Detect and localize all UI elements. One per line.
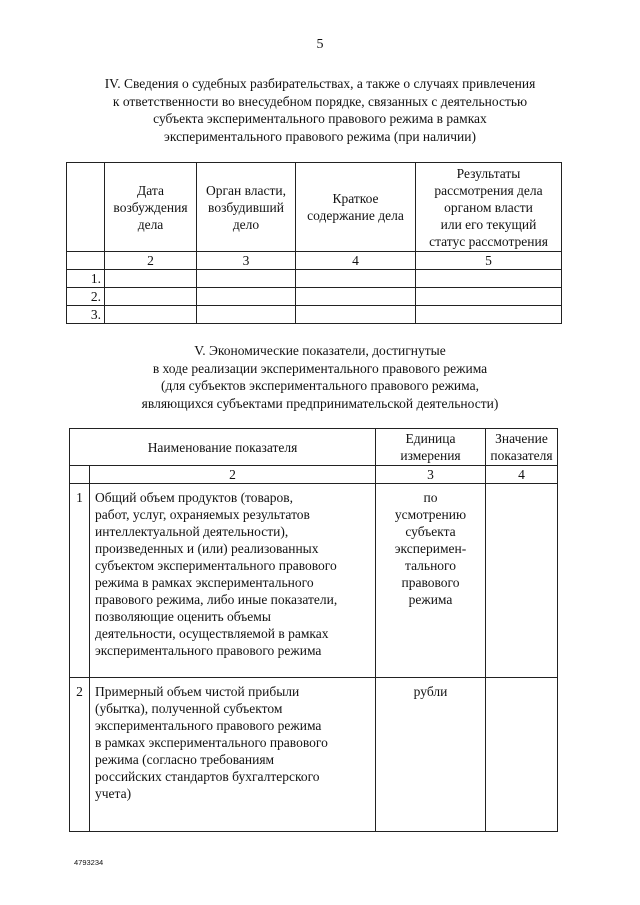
text-line: рубли	[413, 684, 448, 699]
table-cell	[105, 288, 197, 306]
header-cell-empty	[67, 163, 105, 252]
table-row	[67, 306, 562, 324]
header-line: возбуждения	[113, 199, 188, 215]
header-cell-results	[416, 163, 562, 252]
text-line: субъектом экспериментального правового	[95, 558, 337, 573]
table-cell	[416, 270, 562, 288]
header-line: рассмотрения дела	[434, 182, 543, 198]
header-cell-indicator-name: Наименование показателя	[70, 429, 376, 466]
text-line: правового	[401, 575, 460, 590]
header-line: показателя	[490, 448, 553, 463]
unit-cell	[376, 678, 486, 832]
text-line: деятельности, осуществляемой в рамках	[95, 626, 329, 641]
row-number: 1	[70, 484, 90, 678]
heading-line: являющихся субъектами предпринимательской деятельности)	[141, 395, 499, 411]
text-line: учета)	[95, 786, 132, 801]
header-line: возбудивший	[208, 199, 284, 215]
header-cell-value	[486, 429, 558, 466]
header-line: Значение	[495, 431, 548, 446]
text-line: субъекта	[405, 524, 456, 539]
table-cell	[105, 270, 197, 288]
page-number: 5	[316, 37, 324, 52]
section-5-heading	[0, 342, 640, 412]
header-line: Краткое	[332, 191, 379, 206]
table-cell	[416, 288, 562, 306]
header-line: Дата	[137, 182, 164, 198]
section-4-heading	[0, 75, 640, 145]
heading-line: экспериментального правового режима (при наличии)	[164, 128, 476, 144]
table-cell	[197, 306, 296, 324]
header-line: измерения	[400, 448, 461, 463]
economic-indicators-table	[69, 428, 558, 832]
table-header-row	[67, 163, 562, 252]
heading-line: (для субъектов экспериментального правового режима,	[161, 378, 479, 393]
header-line: статус рассмотрения	[429, 233, 548, 249]
indicator-name-cell	[90, 678, 376, 832]
unit-cell	[376, 484, 486, 678]
text-line: интеллектуальной деятельности),	[95, 524, 289, 539]
table-cell	[296, 270, 416, 288]
table-cell	[416, 306, 562, 324]
table-cell	[105, 306, 197, 324]
column-number-row	[70, 466, 558, 484]
text-line: эксперимен-	[394, 541, 467, 556]
column-number-cell: 2	[105, 252, 197, 270]
text-line: режима (согласно требованиям	[95, 752, 275, 767]
table-row	[70, 484, 558, 678]
column-number-row	[67, 252, 562, 270]
text-line: правового режима, либо иные показатели,	[95, 592, 338, 607]
text-line: экспериментального правового режима	[95, 718, 322, 733]
header-cell-summary	[296, 163, 416, 252]
header-line: Орган власти,	[205, 182, 287, 198]
row-number: 3.	[67, 306, 105, 324]
table-cell	[197, 288, 296, 306]
column-number-cell: 3	[197, 252, 296, 270]
heading-line: в ходе реализации экспериментального правового режима	[152, 360, 488, 376]
value-cell	[486, 678, 558, 832]
table-row	[67, 270, 562, 288]
header-cell-authority	[197, 163, 296, 252]
column-number-cell	[67, 252, 105, 270]
header-line: содержание дела	[307, 208, 404, 223]
text-line: (убытка), полученной субъектом	[95, 701, 283, 716]
header-cell-unit	[376, 429, 486, 466]
row-number: 2	[70, 678, 90, 832]
text-line: работ, услуг, охраняемых результатов	[95, 507, 310, 522]
header-line: Единица	[405, 431, 456, 446]
text-line: позволяющие оценить объемы	[95, 609, 271, 624]
text-line: по	[423, 490, 438, 505]
header-cell-case-date	[105, 163, 197, 252]
court-cases-table	[66, 162, 562, 324]
table-row	[70, 678, 558, 832]
table-row	[67, 288, 562, 306]
text-line: экспериментального правового режима	[95, 643, 322, 658]
heading-line: к ответственности во внесудебном порядке, связанных с деятельностью	[112, 93, 528, 109]
row-number: 1.	[67, 270, 105, 288]
table-cell	[296, 288, 416, 306]
text-line: Примерный объем чистой прибыли	[95, 684, 300, 699]
header-line: органом власти	[444, 199, 533, 215]
column-number-cell: 4	[486, 466, 558, 484]
text-line: усмотрению	[394, 507, 467, 522]
column-number-cell	[70, 466, 90, 484]
text-line: тального	[405, 558, 456, 573]
text-line: произведенных и (или) реализованных	[95, 541, 319, 556]
text-line: режима	[408, 592, 453, 607]
table-cell	[296, 306, 416, 324]
header-line: Результаты	[456, 165, 521, 181]
text-line: российских стандартов бухгалтерского	[95, 769, 320, 784]
indicator-name-cell	[90, 484, 376, 678]
column-number-cell: 4	[296, 252, 416, 270]
heading-line: IV. Сведения о судебных разбирательствах, а также о случаях привлечения	[104, 76, 536, 91]
header-line: или его текущий	[440, 216, 537, 232]
column-number-cell: 3	[376, 466, 486, 484]
header-line: дело	[232, 216, 260, 232]
text-line: в рамках экспериментального правового	[95, 735, 328, 750]
column-number-cell: 5	[416, 252, 562, 270]
value-cell	[486, 484, 558, 678]
table-header-row	[70, 429, 558, 466]
text-line: режима в рамках экспериментального	[95, 575, 314, 590]
heading-line: субъекта экспериментального правового режима в рамках	[153, 111, 487, 126]
header-line: дела	[137, 216, 164, 232]
column-number-cell: 2	[90, 466, 376, 484]
text-line: Общий объем продуктов (товаров,	[95, 490, 293, 505]
row-number: 2.	[67, 288, 105, 306]
heading-line: V. Экономические показатели, достигнутые	[194, 343, 446, 358]
table-cell	[197, 270, 296, 288]
document-code: 4793234	[74, 858, 104, 867]
